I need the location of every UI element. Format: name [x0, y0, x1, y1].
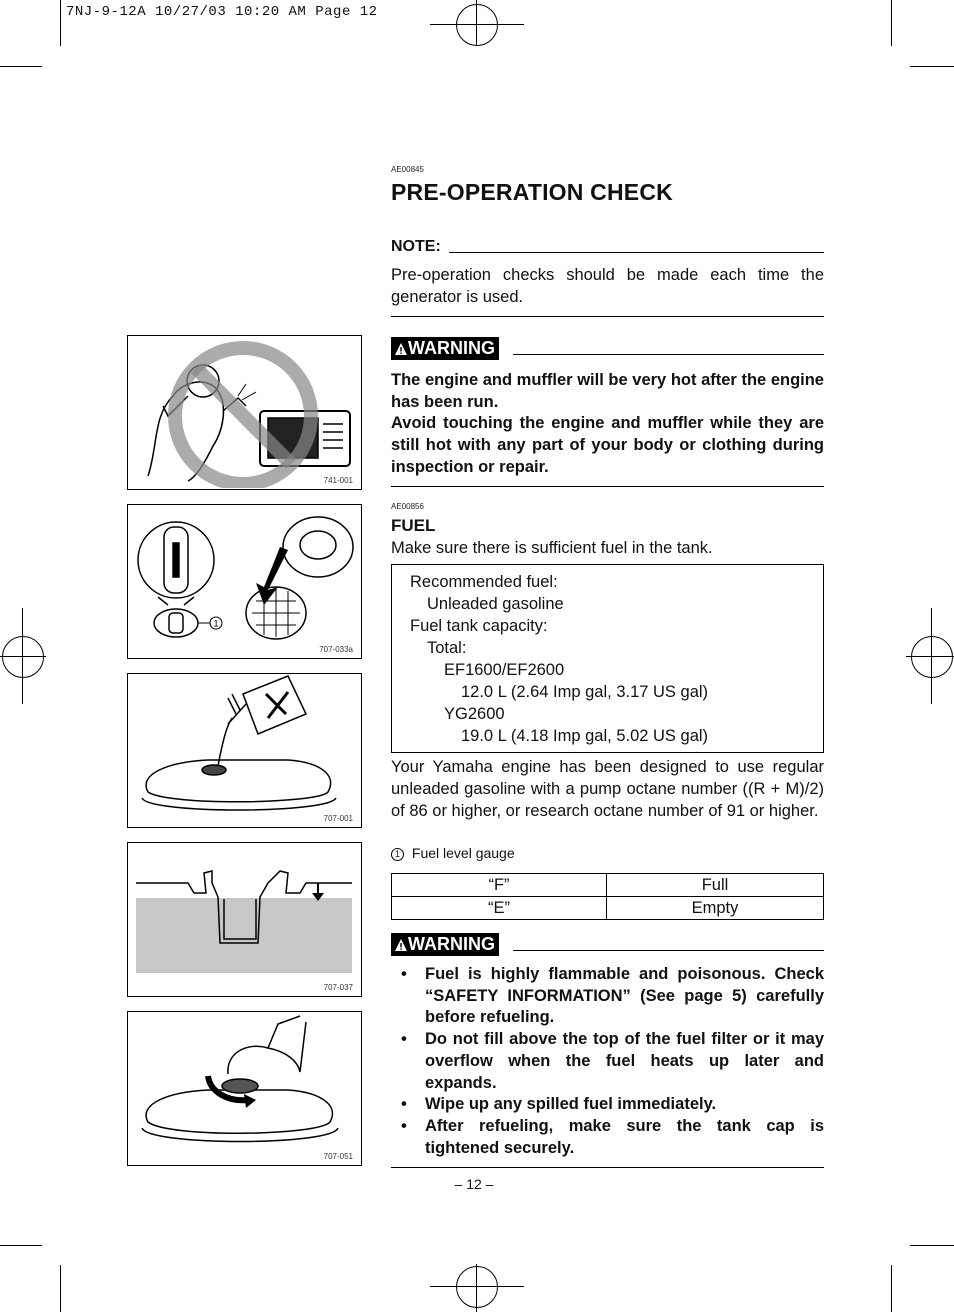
crop-mark — [0, 66, 42, 67]
warning-badge-label: WARNING — [408, 338, 495, 358]
divider — [449, 252, 824, 253]
list-item-text: Do not fill above the top of the fuel filter or it may overflow when the fuel heats up later and expands. — [425, 1030, 824, 1092]
table-cell: Empty — [607, 897, 824, 920]
table-cell: “E” — [392, 897, 607, 920]
table-cell: “F” — [392, 874, 607, 897]
warning-triangle-icon — [394, 938, 408, 952]
model-name: YG2600 — [444, 705, 505, 723]
crop-mark — [60, 0, 61, 46]
list-item-text: After refueling, make sure the tank cap is tightened securely. — [425, 1116, 824, 1157]
rec-fuel-label: Recommended fuel: — [410, 573, 558, 591]
crop-mark — [60, 1265, 61, 1312]
octane-text: Your Yamaha engine has been designed to use regular unleaded gasoline with a pump octane number ((R + M)/2) of 86 or higher, or research octane number of 91 or higher. — [391, 758, 824, 820]
divider — [513, 950, 824, 951]
callout-legend — [391, 845, 824, 861]
list-item: • Do not fill above the top of the fuel filter or it may overflow when the fuel heats up later and expands. — [401, 1030, 824, 1092]
callout-number: 1 — [391, 848, 404, 861]
crop-mark — [891, 1265, 892, 1312]
warning-triangle-icon — [394, 342, 408, 356]
figure-code: 707-033a — [319, 645, 353, 654]
figure-code: 707-037 — [323, 983, 353, 992]
note-label: NOTE: — [391, 238, 441, 255]
model-name: EF1600/EF2600 — [444, 661, 565, 679]
table-row — [392, 874, 824, 897]
print-slug: 7NJ-9-12A 10/27/03 10:20 AM Page 12 — [66, 4, 378, 20]
fuel-spec-box — [391, 564, 824, 753]
crop-mark — [0, 1245, 42, 1246]
warning-bullet-list — [391, 964, 824, 1159]
section-code: AE00845 — [391, 165, 424, 174]
fuel-heading: FUEL — [391, 516, 436, 535]
section-code: AE00856 — [391, 502, 424, 511]
list-item-text: Wipe up any spilled fuel immediately. — [425, 1095, 717, 1114]
warning-header — [391, 933, 824, 956]
note-header — [391, 238, 824, 256]
tank-capacity-label: Fuel tank capacity: — [410, 617, 548, 635]
crop-mark — [910, 1245, 954, 1246]
fuel-intro: Make sure there is sufficient fuel in the tank. — [391, 539, 713, 557]
table-cell: Full — [607, 874, 824, 897]
warning-badge — [391, 337, 499, 360]
warning-badge-label: WARNING — [408, 934, 495, 954]
callout-number: 1 — [213, 618, 219, 629]
figure-fuel-level-section — [127, 842, 362, 997]
figure-fuel-gauge — [127, 504, 362, 659]
model-capacity: 19.0 L (4.18 Imp gal, 5.02 US gal) — [461, 727, 709, 745]
figure-hot-engine-warning — [127, 335, 362, 490]
list-item-text: Fuel is highly flammable and poisonous. Check “SAFETY INFORMATION” (See page 5) carefully before refueling. — [425, 965, 824, 1027]
divider — [391, 1167, 824, 1168]
warning-badge — [391, 933, 499, 956]
warning-header — [391, 337, 824, 360]
divider — [391, 486, 824, 487]
list-item: • Fuel is highly flammable and poisonous. Check “SAFETY INFORMATION” (See page 5) carefully before refueling. — [401, 965, 824, 1027]
callout-text: Fuel level gauge — [411, 845, 515, 861]
gauge-table — [391, 873, 824, 920]
divider — [391, 316, 824, 317]
table-row — [392, 897, 824, 920]
figure-tighten-cap — [127, 1011, 362, 1166]
warning-text: The engine and muffler will be very hot after the engine has been run. — [391, 371, 824, 411]
figure-pouring-fuel — [127, 673, 362, 828]
rec-fuel-value: Unleaded gasoline — [427, 595, 564, 613]
warning-text: Avoid touching the engine and muffler while they are still hot with any part of your body or clothing during inspection or repair. — [391, 414, 824, 476]
figure-code: 741-001 — [323, 476, 353, 485]
list-item: • Wipe up any spilled fuel immediately. — [401, 1095, 717, 1114]
model-capacity: 12.0 L (2.64 Imp gal, 3.17 US gal) — [461, 683, 709, 701]
list-item: • After refueling, make sure the tank cap is tightened securely. — [401, 1116, 824, 1157]
page-title: PRE-OPERATION CHECK — [391, 179, 673, 205]
note-text: Pre-operation checks should be made each time the generator is used. — [391, 266, 824, 306]
crop-mark — [910, 66, 954, 67]
divider — [513, 354, 824, 355]
figure-code: 707-001 — [323, 814, 353, 823]
page-number: – 12 – — [454, 1176, 494, 1192]
total-label: Total: — [427, 639, 467, 657]
crop-mark — [891, 0, 892, 46]
figure-code: 707-051 — [323, 1152, 353, 1161]
